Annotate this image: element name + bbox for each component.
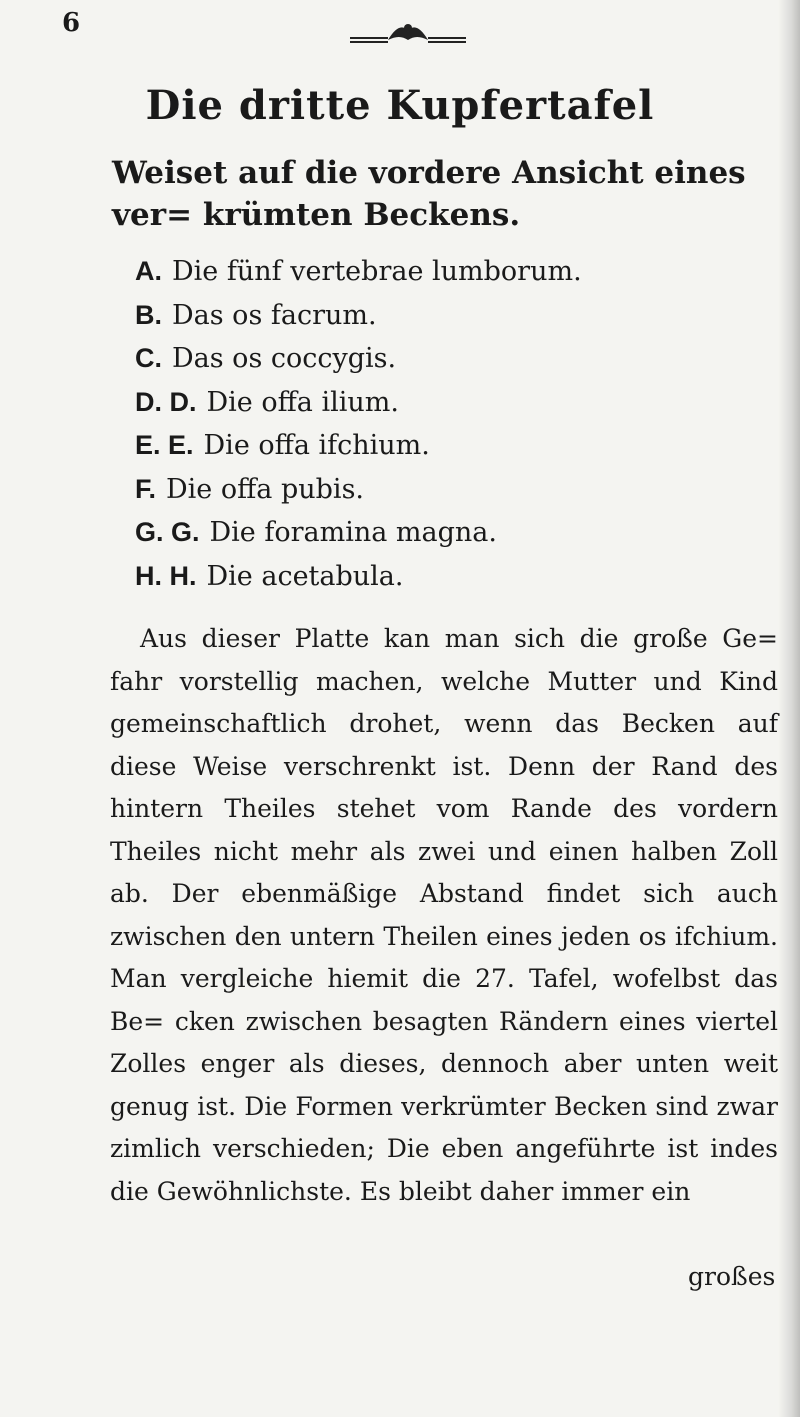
legend-text: Die offa ifchium. [203, 430, 430, 461]
legend-key: G. G. [135, 517, 200, 547]
legend-text: Das os coccygis. [172, 343, 397, 374]
legend-text: Die foramina magna. [209, 517, 497, 548]
page-number: 6 [62, 8, 81, 38]
printers-ornament-icon [348, 18, 468, 46]
legend-key: E. E. [135, 430, 194, 460]
legend-key: H. H. [135, 560, 197, 591]
catchword: großes [688, 1262, 776, 1291]
legend-key: C. [135, 343, 162, 373]
body-paragraph: Aus dieser Platte kan man sich die große Ge= fahr vorstellig machen, welche Mutter und Kind gemeinschaftlich drohet, wenn das Becken auf diese Weise verschrenkt ist. Denn der Rand des hintern Theiles stehet vom Rande des vordern Theiles nicht mehr als zwei und einen halben Zoll ab. Der ebenmäßige Abstand findet sich auch zwischen den untern Theilen eines jeden os ifchium. Man vergleiche hiemit die 27. Tafel, wofelbst das Be= cken zwischen besagten Rändern eines viertel Zolles enger als dieses, dennoch aber unten weit genug ist. Die Formen verkrümter Becken sind zwar zimlich verschieden; Die eben angeführte ist indes die Gewöhnlichste. Es bleibt daher immer ein [110, 624, 778, 1206]
legend-text: Das os facrum. [172, 299, 377, 331]
legend-text: Die offa ilium. [206, 386, 399, 418]
legend-key: B. [135, 299, 162, 330]
plate-subtitle: Weiset auf die vordere Ansicht eines ver= krümten Beckens. [112, 155, 746, 233]
legend-key: A. [135, 256, 162, 286]
legend-text: Die acetabula. [206, 560, 404, 592]
legend-item [135, 381, 755, 425]
plate-title: Die dritte Kupfertafel [145, 82, 655, 129]
legend-text: Die fünf vertebrae lumborum. [172, 256, 582, 287]
legend-text: Die offa pubis. [166, 473, 365, 505]
legend-item [135, 337, 755, 381]
legend-item [135, 294, 755, 338]
legend-key: F. [135, 473, 157, 504]
legend-item [135, 468, 755, 512]
legend-item [135, 511, 755, 555]
legend-key: D. D. [135, 386, 197, 417]
legend-item [135, 555, 755, 599]
legend-item [135, 250, 755, 294]
legend-item [135, 424, 755, 468]
figure-legend [135, 250, 755, 598]
